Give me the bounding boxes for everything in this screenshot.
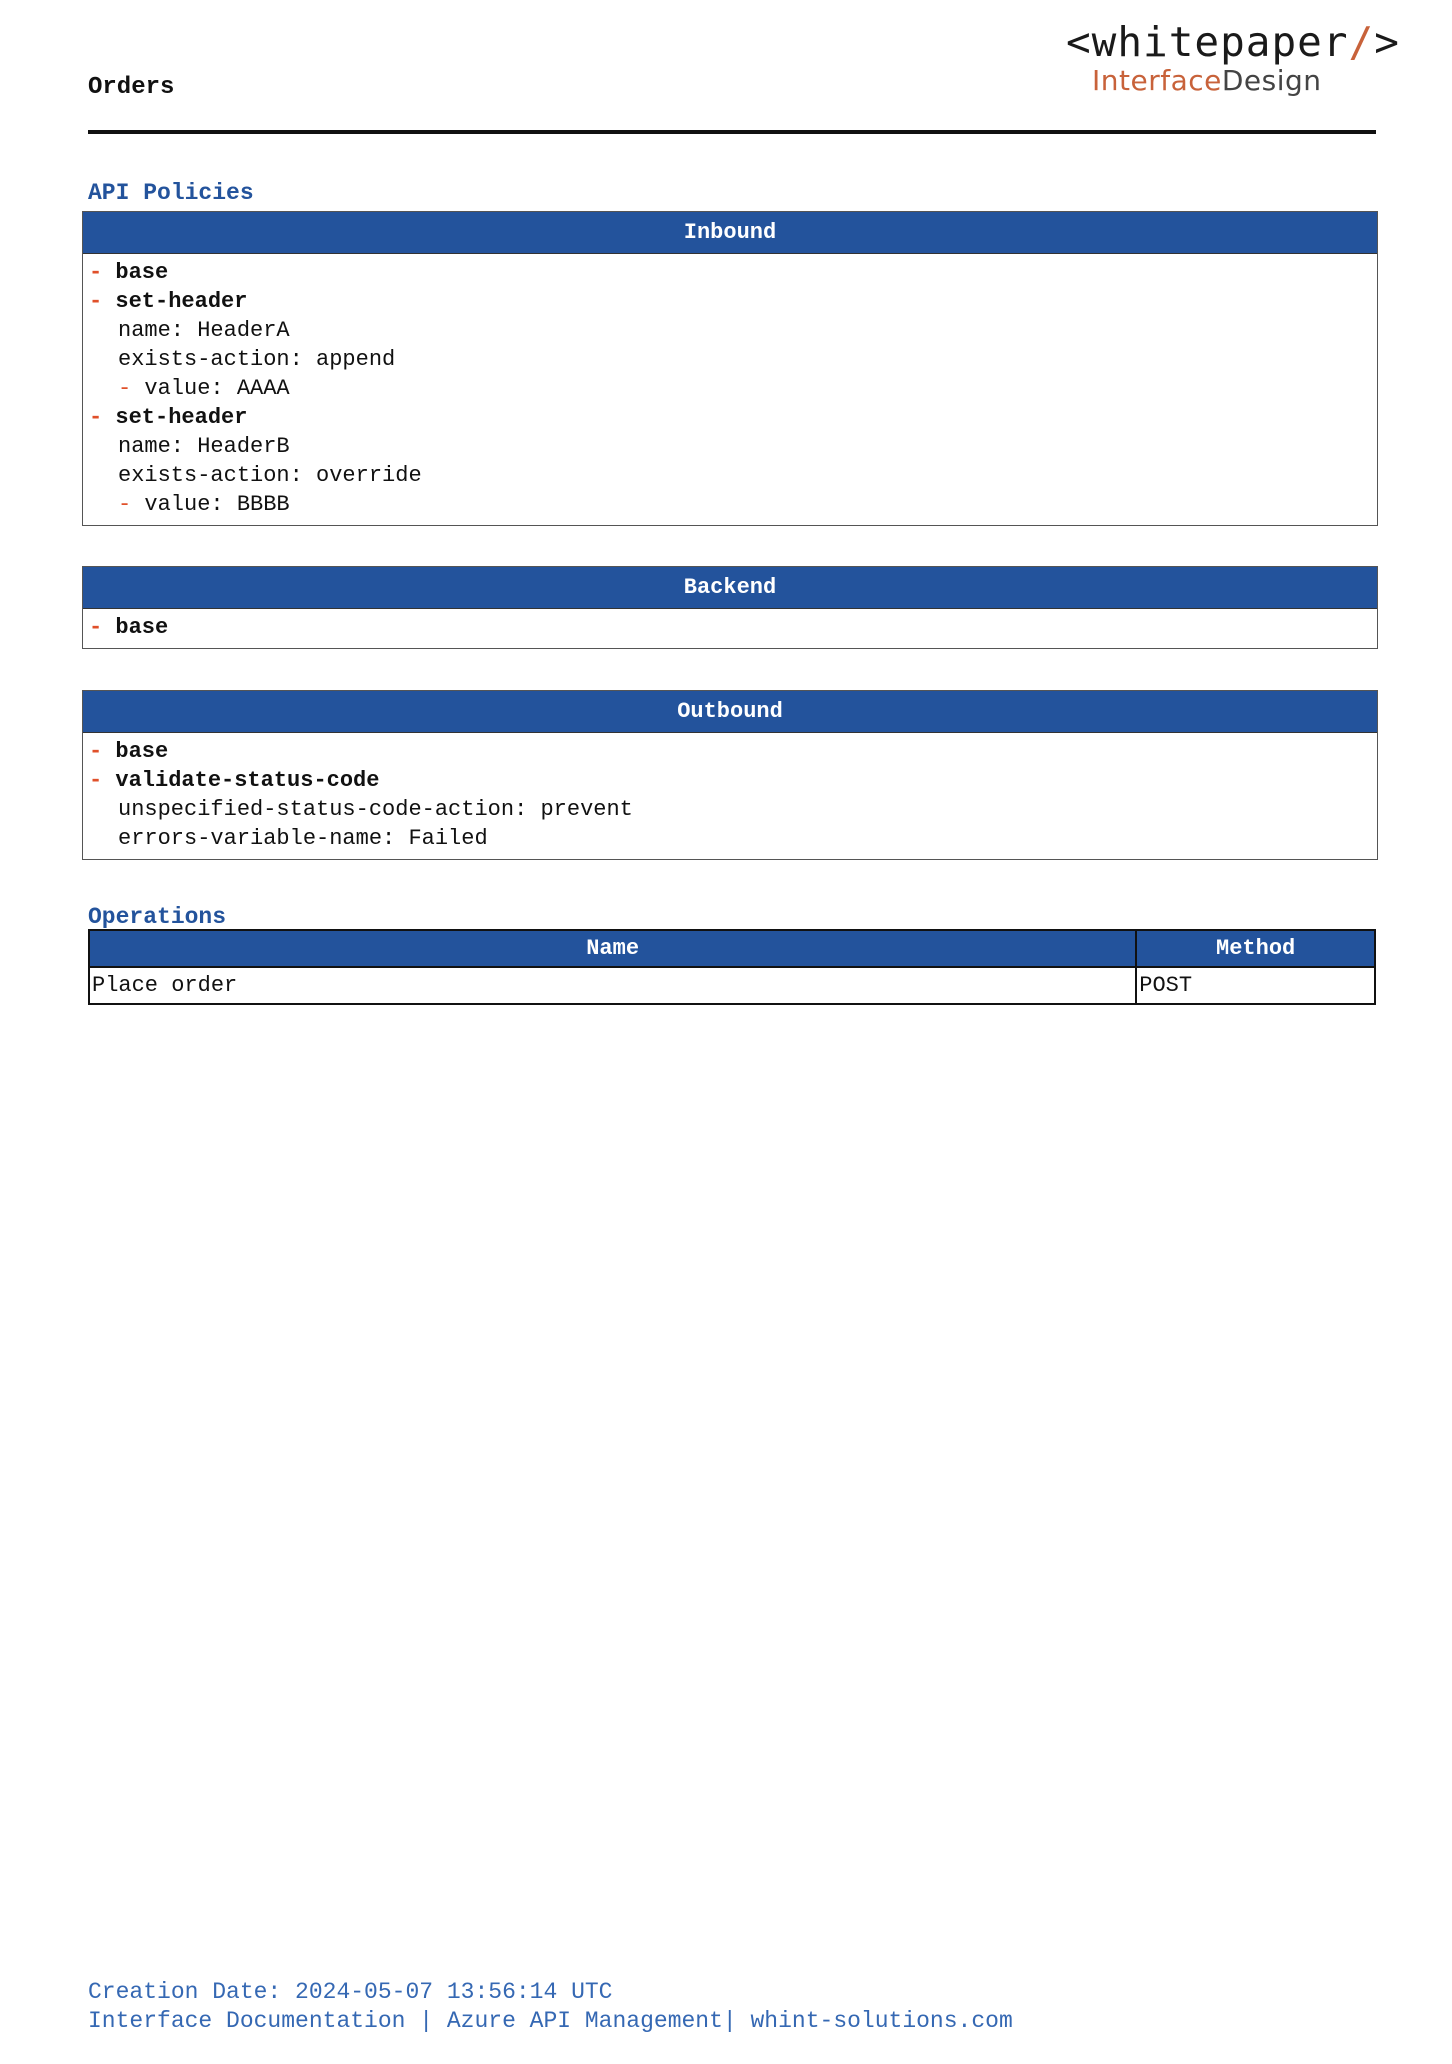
policy-line: - value: AAAA bbox=[118, 376, 290, 401]
policy-line: - set-header bbox=[89, 405, 248, 430]
logo-wordmark: <whitepaper/> bbox=[1066, 18, 1400, 66]
policy-line: - value: BBBB bbox=[118, 492, 290, 517]
api-policies-heading: API Policies bbox=[88, 180, 254, 206]
backend-policy-box bbox=[82, 566, 1378, 649]
footer-creation-date: Creation Date: 2024-05-07 13:56:14 UTC bbox=[88, 1979, 613, 2005]
inbound-policy-box bbox=[82, 211, 1378, 526]
policy-line: exists-action: append bbox=[118, 347, 396, 372]
outbound-header: Outbound bbox=[83, 691, 1377, 733]
footer-info: Interface Documentation | Azure API Management| whint-solutions.com bbox=[88, 2008, 1013, 2034]
column-header-method: Method bbox=[1136, 930, 1375, 967]
column-header-name: Name bbox=[89, 930, 1136, 967]
inbound-header: Inbound bbox=[83, 212, 1377, 254]
header-divider bbox=[88, 130, 1376, 134]
policy-line: - base bbox=[89, 739, 169, 764]
policy-line: name: HeaderB bbox=[118, 434, 290, 459]
backend-body bbox=[83, 609, 1377, 648]
inbound-body bbox=[83, 254, 1377, 525]
policy-line: - base bbox=[89, 615, 169, 640]
policy-line: - base bbox=[89, 260, 169, 285]
operation-name-cell: Place order bbox=[89, 967, 1136, 1004]
logo-subtitle: InterfaceDesign bbox=[1092, 64, 1322, 97]
outbound-policy-box bbox=[82, 690, 1378, 860]
policy-line: exists-action: override bbox=[118, 463, 422, 488]
table-header-row bbox=[89, 930, 1375, 967]
operations-heading: Operations bbox=[88, 904, 227, 930]
operations-table bbox=[88, 929, 1376, 1005]
backend-header: Backend bbox=[83, 567, 1377, 609]
whitepaper-logo bbox=[1066, 18, 1400, 98]
policy-line: unspecified-status-code-action: prevent bbox=[118, 797, 633, 822]
policy-line: - set-header bbox=[89, 289, 248, 314]
policy-line: errors-variable-name: Failed bbox=[118, 826, 488, 851]
table-row bbox=[89, 967, 1375, 1004]
page-title: Orders bbox=[88, 74, 175, 101]
policy-line: name: HeaderA bbox=[118, 318, 290, 343]
policy-line: - validate-status-code bbox=[89, 768, 380, 793]
outbound-body bbox=[83, 733, 1377, 859]
operation-method-cell: POST bbox=[1136, 967, 1375, 1004]
